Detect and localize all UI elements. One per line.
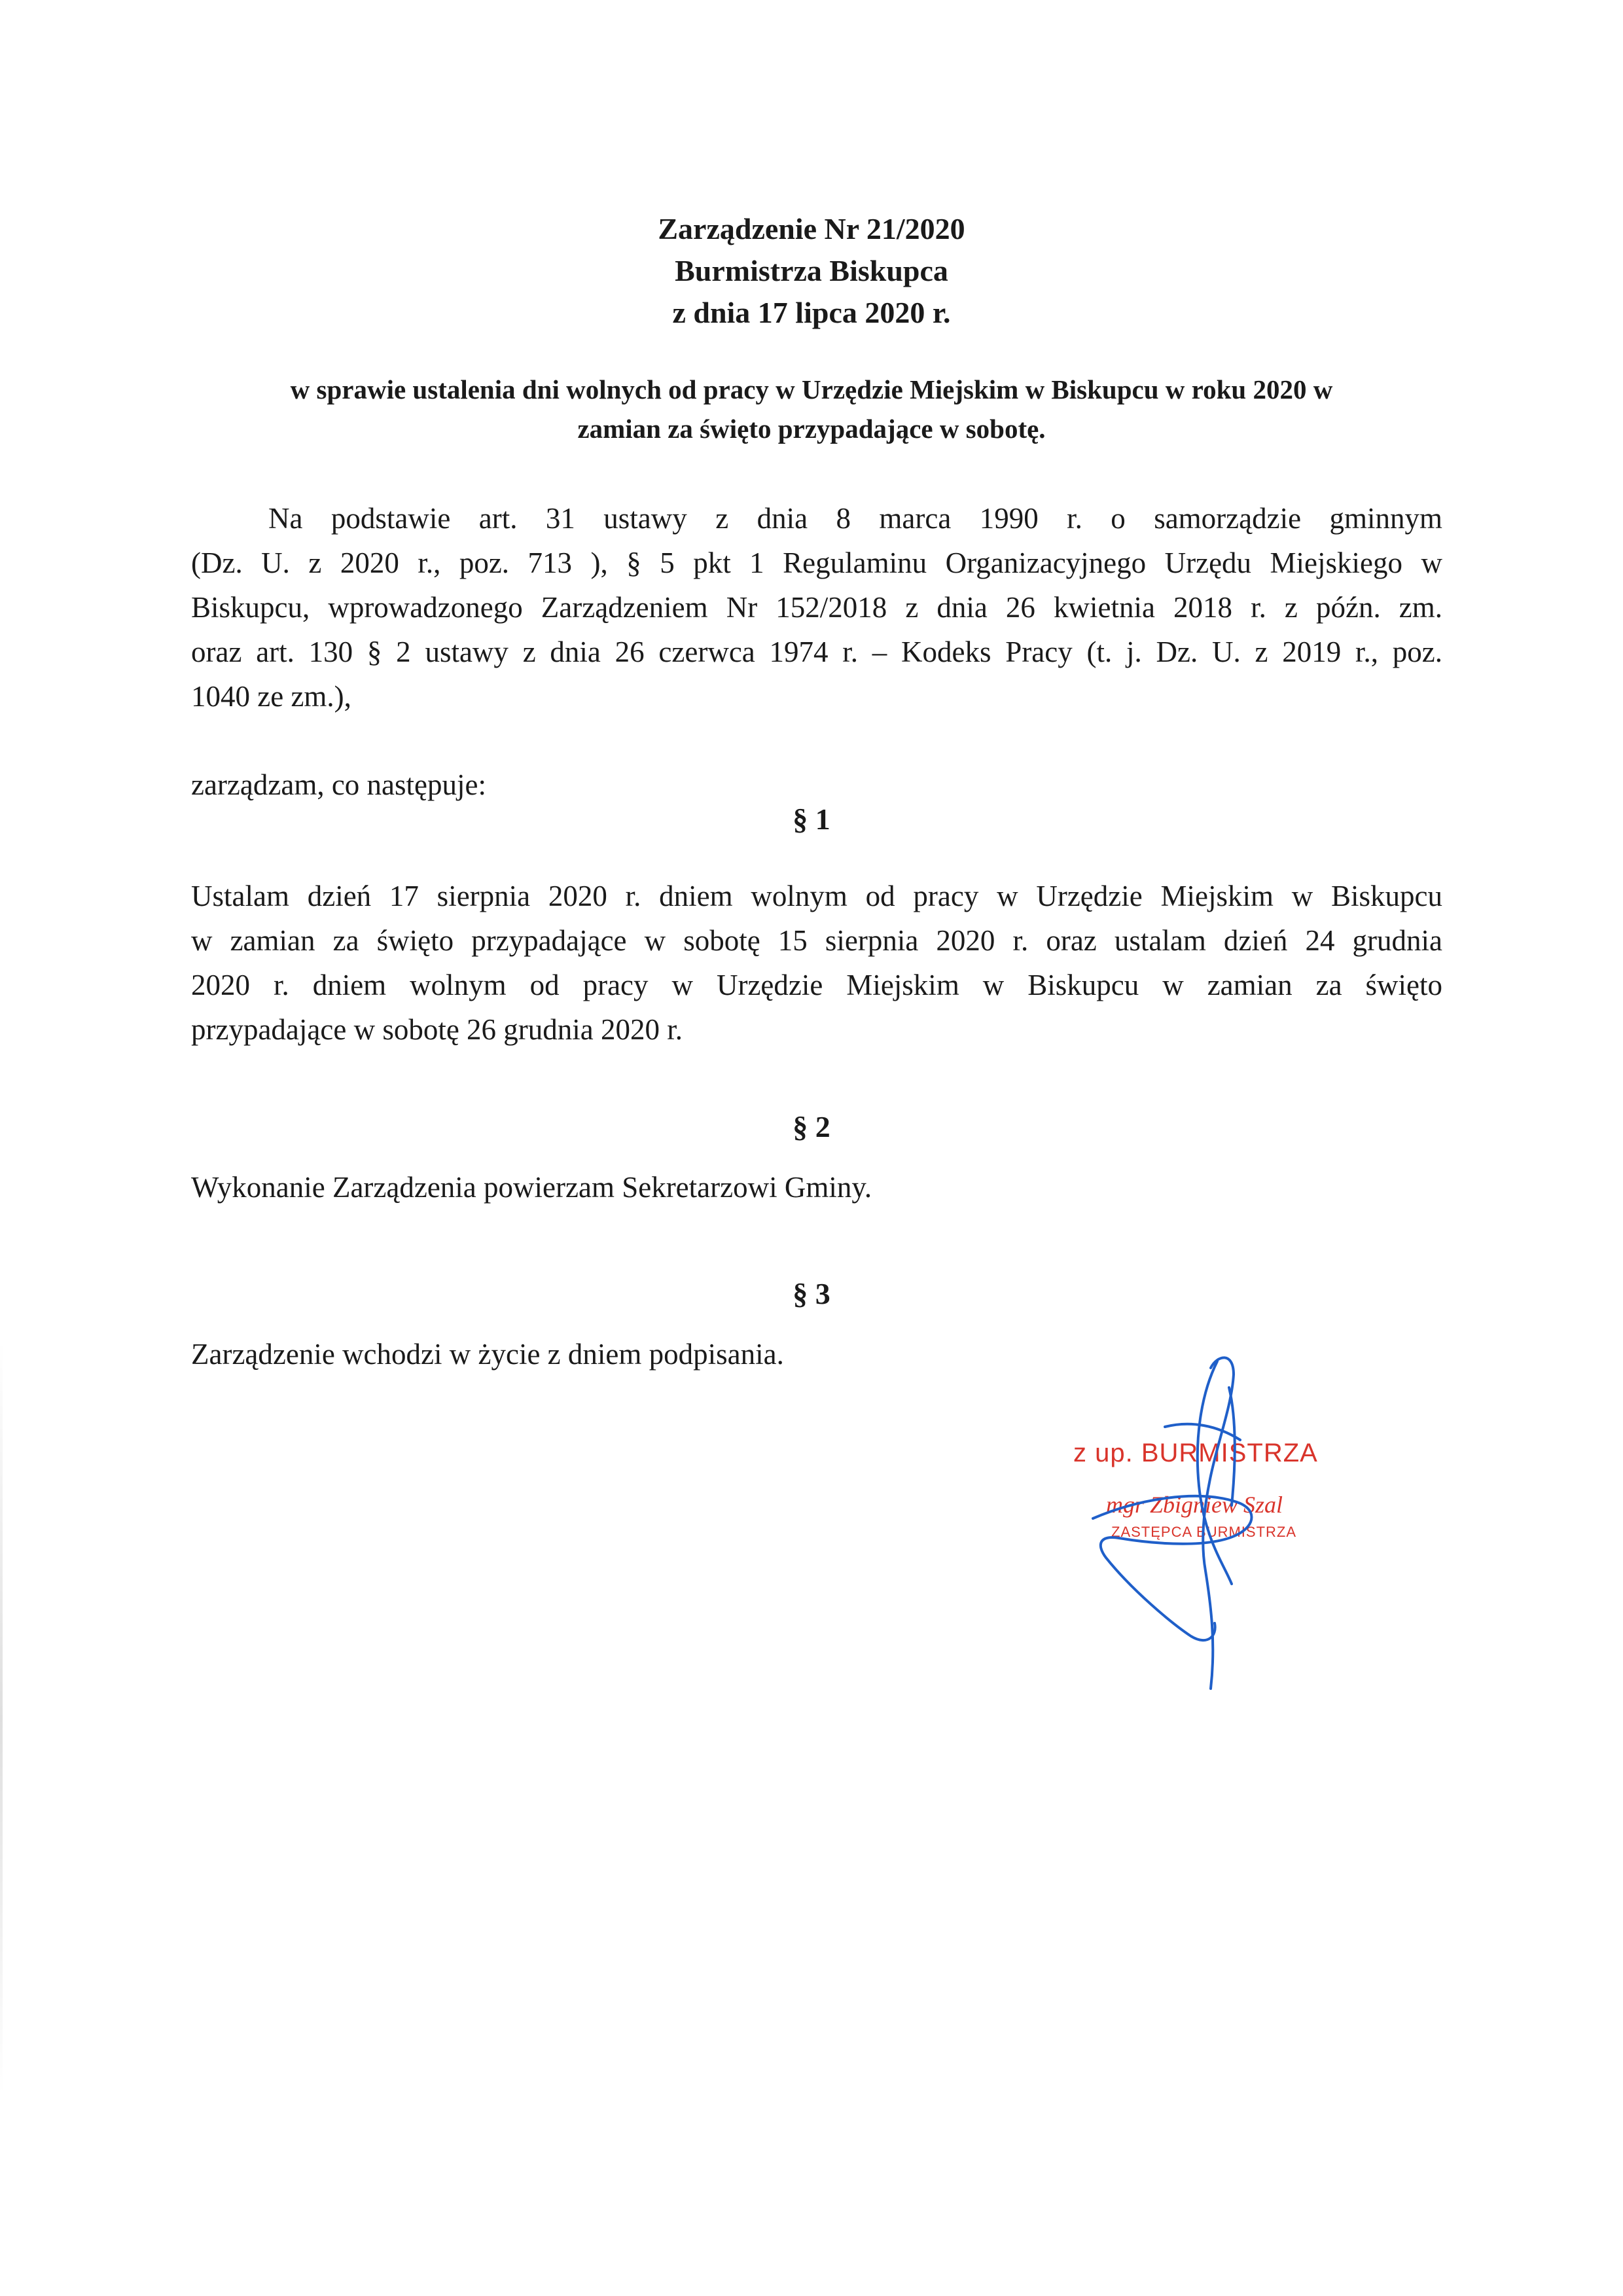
- preamble-line: 1040 ze zm.),: [191, 680, 351, 713]
- document-issuer: Burmistrza Biskupca: [675, 254, 948, 287]
- section-1-paragraph: [191, 874, 1442, 1052]
- section-1-line: 2020 r. dniem wolnym od pracy w Urzędzie Miejskim w Biskupcu w zamian za święto: [191, 969, 1442, 1001]
- preamble-line: oraz art. 130 § 2 ustawy z dnia 26 czerwca 1974 r. – Kodeks Pracy (t. j. Dz. U. z 2019 r., poz.: [191, 636, 1442, 668]
- section-1-line: przypadające w sobotę 26 grudnia 2020 r.: [191, 1013, 683, 1046]
- preamble-line: (Dz. U. z 2020 r., poz. 713 ), § 5 pkt 1 Regulaminu Organizacyjnego Urzędu Miejskiego w: [191, 547, 1442, 579]
- document-header: [0, 208, 1623, 334]
- decree-formula: zarządzam, co następuje:: [191, 768, 486, 801]
- document-subject: [196, 370, 1427, 448]
- preamble-line: Na podstawie art. 31 ustawy z dnia 8 marca 1990 r. o samorządzie gminnym: [268, 502, 1442, 535]
- document-date: z dnia 17 lipca 2020 r.: [672, 296, 951, 329]
- handwritten-signature-icon: [1060, 1348, 1453, 1728]
- section-3-line: Zarządzenie wchodzi w życie z dniem podpisania.: [191, 1338, 784, 1371]
- section-3-mark: § 3: [793, 1277, 830, 1310]
- section-2-paragraph: [191, 1165, 1442, 1210]
- official-stamp: [1060, 1348, 1453, 1728]
- scan-edge-shadow: [0, 1342, 3, 2094]
- section-2-mark: § 2: [793, 1110, 830, 1143]
- subject-line: zamian za święto przypadające w sobotę.: [577, 414, 1046, 444]
- stamp-name: mgr Zbigniew Szal: [1106, 1492, 1283, 1518]
- stamp-position: ZASTĘPCA BURMISTRZA: [1111, 1524, 1297, 1540]
- section-1-line: Ustalam dzień 17 sierpnia 2020 r. dniem wolnym od pracy w Urzędzie Miejskim w Biskupcu: [191, 880, 1442, 912]
- document-title: Zarządzenie Nr 21/2020: [658, 212, 965, 245]
- section-2-line: Wykonanie Zarządzenia powierzam Sekretarzowi Gminy.: [191, 1171, 872, 1204]
- stamp-authorization: z up. BURMISTRZA: [1073, 1439, 1318, 1467]
- preamble-line: Biskupcu, wprowadzonego Zarządzeniem Nr 152/2018 z dnia 26 kwietnia 2018 r. z późn. zm.: [191, 591, 1442, 624]
- subject-line: w sprawie ustalenia dni wolnych od pracy w Urzędzie Miejskim w Biskupcu w roku 2020 w: [290, 374, 1333, 404]
- preamble-paragraph: [191, 496, 1442, 719]
- section-1-mark: § 1: [793, 802, 830, 836]
- section-1-line: w zamian za święto przypadające w sobotę 15 sierpnia 2020 r. oraz ustalam dzień 24 grudnia: [191, 924, 1442, 957]
